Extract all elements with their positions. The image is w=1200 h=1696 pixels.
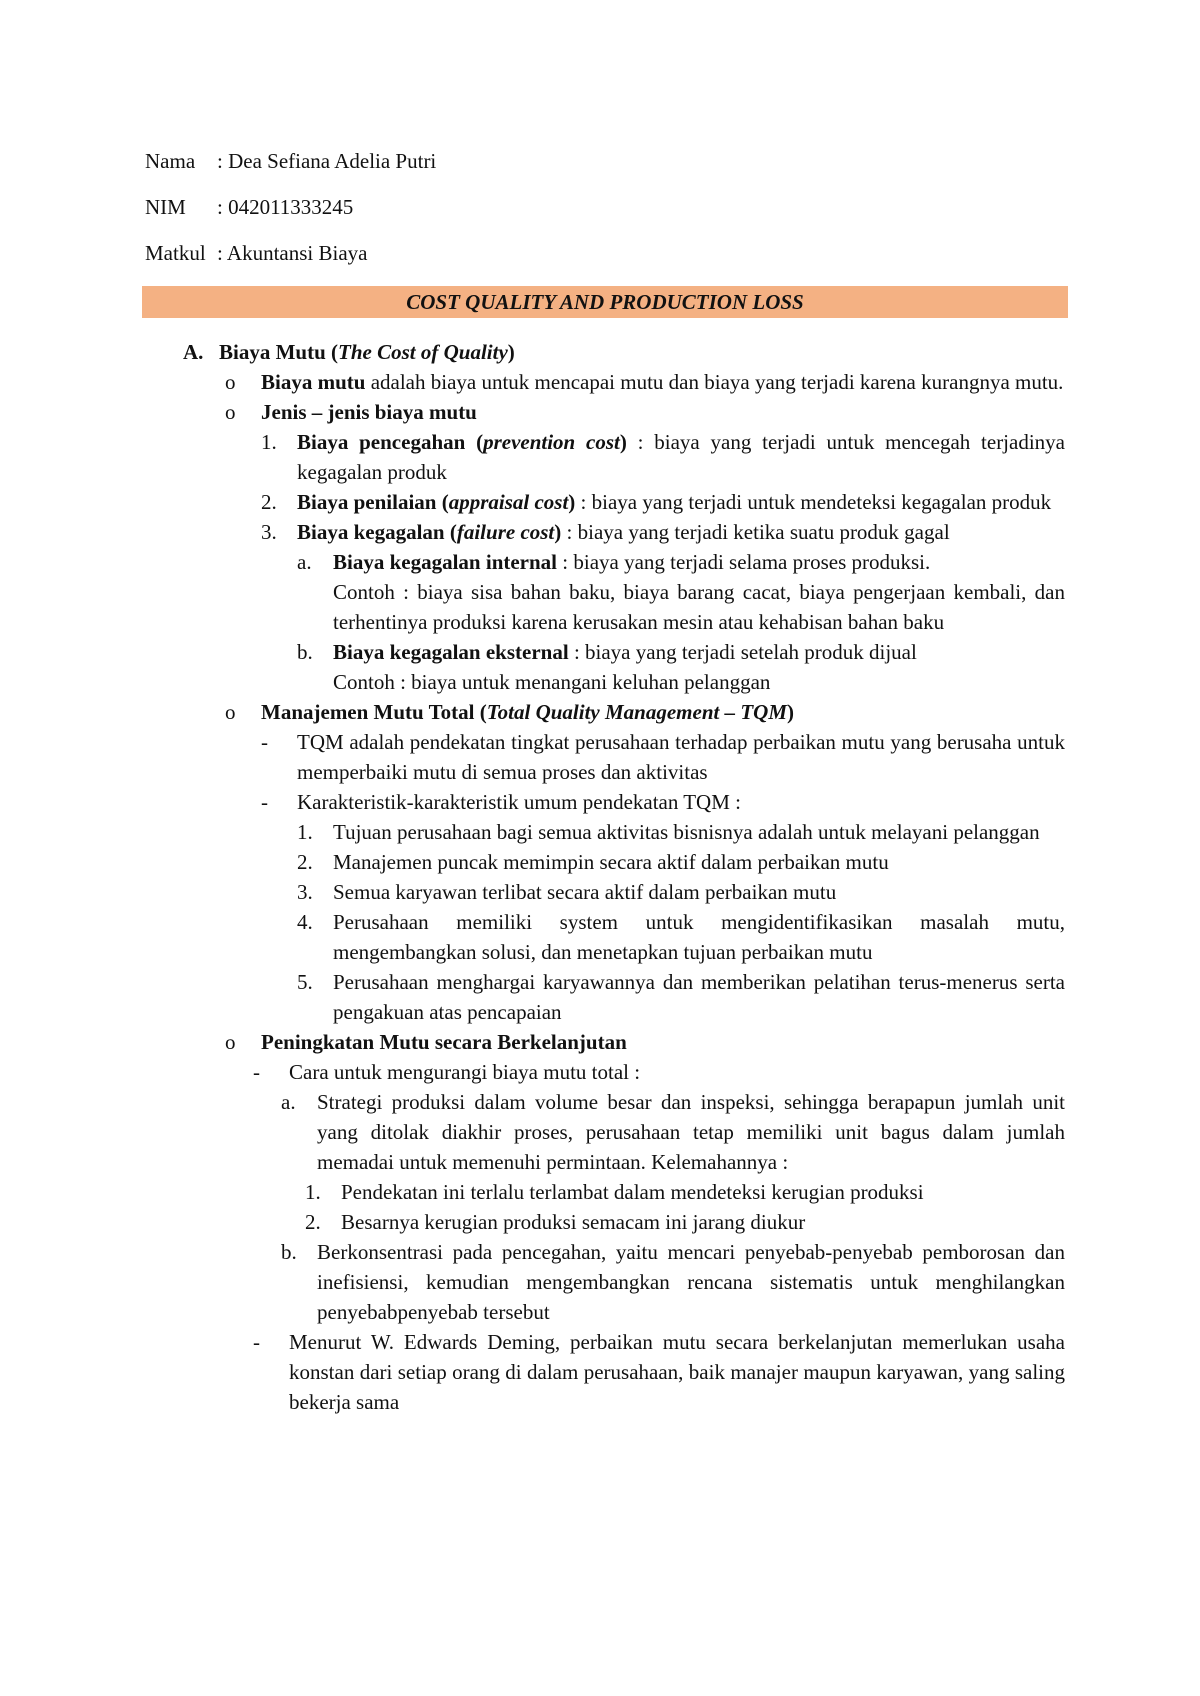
outline-item xyxy=(145,487,1065,517)
outline-item xyxy=(145,847,1065,877)
item-text: ) xyxy=(507,340,515,364)
nama-value: : Dea Sefiana Adelia Putri xyxy=(217,149,437,173)
item-text: Contoh : biaya sisa bahan baku, biaya barang cacat, biaya pengerjaan kembali, dan terhentinya produksi karena kerusakan mesin atau kehabisan bahan baku xyxy=(333,580,1065,634)
outline-item xyxy=(145,877,1065,907)
item-text: Karakteristik-karakteristik umum pendekatan TQM : xyxy=(297,790,741,814)
outline-item xyxy=(145,1057,1065,1087)
item-text: ) xyxy=(554,520,562,544)
item-text: : biaya yang terjadi setelah produk dijual xyxy=(568,640,917,664)
header-matkul xyxy=(145,237,1065,283)
item-text: Biaya mutu xyxy=(261,370,366,394)
list-marker: 2. xyxy=(305,1210,321,1234)
item-text: appraisal cost xyxy=(448,490,569,514)
item-text: Biaya penilaian ( xyxy=(297,490,449,514)
item-text: Perusahaan memiliki system untuk mengidentifikasikan masalah mutu, mengembangkan solusi, dan menetapkan tujuan perbaikan mutu xyxy=(333,910,1065,964)
item-text: adalah biaya untuk mencapai mutu dan biaya yang terjadi karena kurangnya mutu. xyxy=(365,370,1064,394)
outline-item xyxy=(145,1327,1065,1417)
outline-item xyxy=(145,967,1065,1027)
outline-item xyxy=(145,817,1065,847)
item-text: Besarnya kerugian produksi semacam ini jarang diukur xyxy=(341,1210,806,1234)
nama-label: Nama xyxy=(145,149,196,173)
document-content xyxy=(145,145,1065,1417)
outline-item xyxy=(145,367,1065,397)
item-text: : biaya yang terjadi selama proses produksi. xyxy=(557,550,931,574)
item-text: : biaya yang terjadi untuk mendeteksi kegagalan produk xyxy=(575,490,1052,514)
item-text: Jenis – jenis biaya mutu xyxy=(261,400,477,424)
list-marker: a. xyxy=(281,1090,296,1114)
item-text: Contoh : biaya untuk menangani keluhan pelanggan xyxy=(333,670,771,694)
item-text: Berkonsentrasi pada pencegahan, yaitu mencari penyebab-penyebab pemborosan dan inefisiensi, kemudian mengembangkan rencana sistematis untuk menghilangkan penyebabpenyebab tersebut xyxy=(317,1240,1065,1324)
outline-item xyxy=(145,637,1065,667)
item-text: Strategi produksi dalam volume besar dan inspeksi, sehingga berapapun jumlah unit yang ditolak diakhir proses, perusahaan tetap memiliki unit bagus dalam jumlah memadai untuk memenuhi permintaan. Kelemahannya : xyxy=(317,1090,1065,1174)
nim-value: : 042011333245 xyxy=(217,195,354,219)
item-text: The Cost of Quality xyxy=(338,340,508,364)
list-marker: A. xyxy=(183,340,204,364)
item-text: prevention cost xyxy=(483,430,620,454)
list-marker: - xyxy=(253,1060,260,1084)
item-text: Biaya kegagalan ( xyxy=(297,520,457,544)
list-marker: 3. xyxy=(297,880,313,904)
outline-list xyxy=(145,337,1065,1417)
item-text: Biaya pencegahan ( xyxy=(297,430,484,454)
matkul-value: : Akuntansi Biaya xyxy=(217,241,368,265)
outline-item xyxy=(145,727,1065,787)
item-text: Menurut W. Edwards Deming, perbaikan mutu secara berkelanjutan memerlukan usaha konstan dari setiap orang di dalam perusahaan, baik manajer maupun karyawan, yang saling bekerja sama xyxy=(289,1330,1065,1414)
item-text: Total Quality Management – TQM xyxy=(486,700,787,724)
outline-item xyxy=(145,697,1065,727)
item-text: Biaya Mutu ( xyxy=(219,340,339,364)
outline-item xyxy=(145,667,1065,697)
outline-item xyxy=(145,1207,1065,1237)
item-text: Manajemen puncak memimpin secara aktif dalam perbaikan mutu xyxy=(333,850,889,874)
item-text: Biaya kegagalan eksternal xyxy=(333,640,569,664)
header-nama xyxy=(145,145,1065,191)
list-marker: 1. xyxy=(305,1180,321,1204)
list-marker: a. xyxy=(297,550,312,574)
list-marker: - xyxy=(253,1330,260,1354)
list-marker: 1. xyxy=(261,430,277,454)
list-marker: - xyxy=(261,790,268,814)
list-marker: 2. xyxy=(297,850,313,874)
list-marker: 2. xyxy=(261,490,277,514)
outline-item xyxy=(145,1237,1065,1327)
list-marker: b. xyxy=(281,1240,297,1264)
item-text: : biaya yang terjadi untuk mencegah terjadinya kegagalan produk xyxy=(297,430,1065,484)
bullet-marker: o xyxy=(225,700,236,724)
outline-item xyxy=(145,337,1065,367)
outline-item xyxy=(145,787,1065,817)
item-text: TQM adalah pendekatan tingkat perusahaan terhadap perbaikan mutu yang berusaha untuk memperbaiki mutu di semua proses dan aktivitas xyxy=(297,730,1065,784)
item-text: ) xyxy=(568,490,576,514)
document-title: COST QUALITY AND PRODUCTION LOSS xyxy=(142,286,1068,318)
item-text: Peningkatan Mutu secara Berkelanjutan xyxy=(261,1030,627,1054)
bullet-marker: o xyxy=(225,1030,236,1054)
item-text: : biaya yang terjadi ketika suatu produk gagal xyxy=(561,520,950,544)
nim-label: NIM xyxy=(145,195,186,219)
outline-item xyxy=(145,1177,1065,1207)
outline-item xyxy=(145,577,1065,637)
item-text: Semua karyawan terlibat secara aktif dalam perbaikan mutu xyxy=(333,880,837,904)
item-text: Biaya kegagalan internal xyxy=(333,550,558,574)
list-marker: 3. xyxy=(261,520,277,544)
bullet-marker: o xyxy=(225,370,236,394)
item-text: Perusahaan menghargai karyawannya dan memberikan pelatihan terus-menerus serta pengakuan atas pencapaian xyxy=(333,970,1065,1024)
list-marker: b. xyxy=(297,640,313,664)
outline-item xyxy=(145,907,1065,967)
list-marker: 1. xyxy=(297,820,313,844)
item-text: Pendekatan ini terlalu terlambat dalam mendeteksi kerugian produksi xyxy=(341,1180,924,1204)
outline-item xyxy=(145,397,1065,427)
item-text: Manajemen Mutu Total ( xyxy=(261,700,487,724)
header-nim xyxy=(145,191,1065,237)
outline-item xyxy=(145,1027,1065,1057)
outline-item xyxy=(145,1087,1065,1177)
matkul-label: Matkul xyxy=(145,241,206,265)
item-text: ) xyxy=(787,700,794,724)
outline-item xyxy=(145,427,1065,487)
list-marker: 5. xyxy=(297,970,313,994)
item-text: failure cost xyxy=(456,520,555,544)
outline-item xyxy=(145,547,1065,577)
list-marker: 4. xyxy=(297,910,313,934)
outline-item xyxy=(145,517,1065,547)
bullet-marker: o xyxy=(225,400,236,424)
item-text: ) xyxy=(619,430,627,454)
list-marker: - xyxy=(261,730,268,754)
item-text: Tujuan perusahaan bagi semua aktivitas bisnisnya adalah untuk melayani pelanggan xyxy=(333,820,1040,844)
item-text: Cara untuk mengurangi biaya mutu total : xyxy=(289,1060,641,1084)
